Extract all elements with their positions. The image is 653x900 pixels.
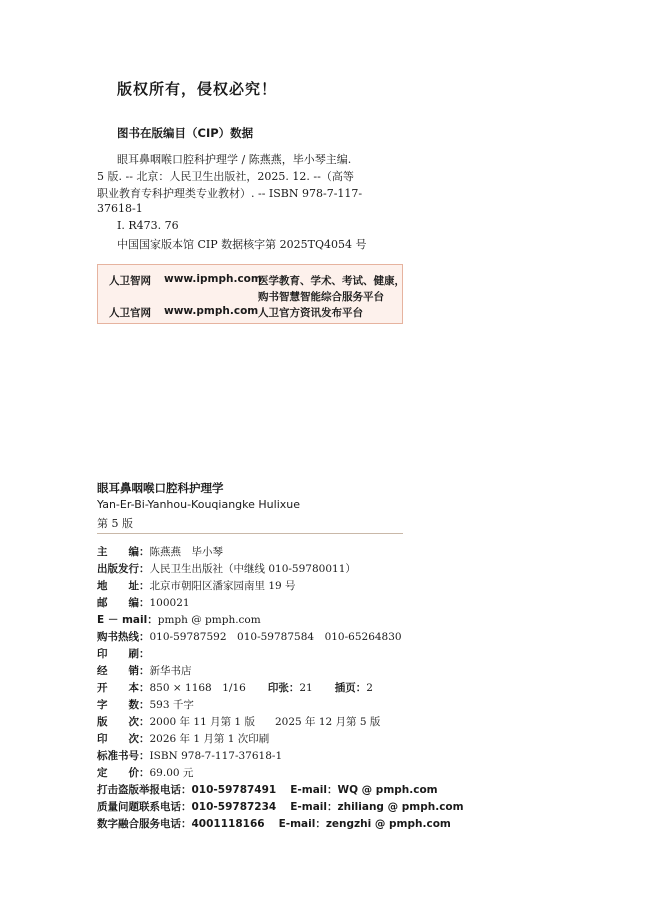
contact-email[interactable]: E-mail：WQ @ pmph.com — [290, 784, 438, 796]
platform-name-pmph: 人卫官网 — [109, 307, 151, 319]
book-pinyin-title: Yan-Er-Bi-Yanhou-Kouqiangke Hulixue — [97, 498, 301, 511]
contact-phone: 质量问题联系电话：010-59787234 — [97, 801, 277, 813]
detail-edition — [97, 714, 380, 729]
detail-publisher — [97, 561, 356, 576]
cip-classification: Ⅰ. R473. 76 — [117, 219, 179, 232]
detail-value: 69.00 元 — [149, 767, 194, 779]
detail-label: 印张： — [267, 682, 300, 694]
detail-label: 印 刷： — [97, 648, 150, 660]
detail-price — [97, 765, 193, 780]
contact-email[interactable]: E-mail：zengzhi @ pmph.com — [278, 818, 451, 830]
book-edition: 第 5 版 — [97, 517, 133, 530]
platform-name-ipmph: 人卫智网 — [109, 275, 151, 287]
platform-url-ipmph[interactable]: www.ipmph.com — [164, 273, 262, 285]
detail-label: 经 销： — [97, 665, 150, 677]
divider-line — [97, 533, 403, 534]
detail-value: 北京市朝阳区潘家园南里 19 号 — [149, 580, 296, 592]
detail-distributor — [97, 663, 192, 678]
detail-label: 印 次： — [97, 733, 150, 745]
detail-value: 新华书店 — [149, 665, 192, 677]
detail-label: 字 数： — [97, 699, 150, 711]
detail-hotline — [97, 629, 402, 644]
detail-print — [97, 646, 150, 661]
cip-line-1: 眼耳鼻咽喉口腔科护理学 / 陈燕燕，毕小琴主编. — [117, 153, 352, 166]
detail-word-count — [97, 697, 194, 712]
platform-desc-pmph: 人卫官方资讯发布平台 — [258, 307, 363, 319]
contact-phone: 打击盗版举报电话：010-59787491 — [97, 784, 277, 796]
detail-value: 2026 年 1 月第 1 次印刷 — [149, 733, 270, 745]
detail-value: 人民卫生出版社（中继线 010-59780011） — [149, 563, 356, 575]
detail-isbn — [97, 748, 282, 763]
detail-address — [97, 578, 296, 593]
detail-value[interactable]: pmph @ pmph.com — [157, 614, 261, 626]
detail-label: 插页： — [334, 682, 367, 694]
cip-line-3: 职业教育专科护理类专业教材）. -- ISBN 978-7-117- — [97, 187, 363, 200]
platform-desc-ipmph-2: 购书智慧智能综合服务平台 — [258, 291, 384, 303]
copyright-notice: 版权所有，侵权必究！ — [117, 80, 278, 98]
contact-piracy — [97, 782, 438, 797]
platform-info-box — [97, 264, 403, 324]
detail-label: 购书热线： — [97, 631, 150, 643]
platform-desc-ipmph-1: 医学教育、学术、考试、健康， — [258, 275, 405, 287]
cip-line-2: 5 版. -- 北京：人民卫生出版社，2025. 12. --（高等 — [97, 170, 354, 183]
detail-value: 2 — [366, 682, 373, 694]
detail-value: 2000 年 11 月第 1 版 — [149, 716, 255, 728]
detail-label: 标准书号： — [97, 750, 150, 762]
detail-label: 主 编： — [97, 546, 150, 558]
cip-heading: 图书在版编目（CIP）数据 — [117, 126, 254, 140]
detail-label: 地 址： — [97, 580, 150, 592]
detail-postcode — [97, 595, 190, 610]
cip-line-4: 37618-1 — [97, 202, 143, 215]
contact-quality — [97, 799, 464, 814]
detail-value: 593 千字 — [149, 699, 194, 711]
detail-value: ISBN 978-7-117-37618-1 — [149, 750, 283, 762]
detail-label: E － mail： — [97, 614, 158, 626]
detail-value: 850 × 1168 1/16 — [149, 682, 246, 694]
cip-verify-number: 中国国家版本馆 CIP 数据核字第 2025TQ4054 号 — [117, 238, 367, 251]
contact-phone: 数字融合服务电话：4001118166 — [97, 818, 265, 830]
detail-value: 100021 — [149, 597, 190, 609]
detail-label: 邮 编： — [97, 597, 150, 609]
detail-label: 版 次： — [97, 716, 150, 728]
detail-label: 出版发行： — [97, 563, 150, 575]
detail-value: 21 — [299, 682, 313, 694]
detail-format — [97, 680, 373, 695]
contact-digital — [97, 816, 451, 831]
detail-email — [97, 612, 261, 627]
detail-value: 2025 年 12 月第 5 版 — [274, 716, 381, 728]
book-title: 眼耳鼻咽喉口腔科护理学 — [97, 481, 224, 495]
detail-editor — [97, 544, 223, 559]
contact-email[interactable]: E-mail：zhiliang @ pmph.com — [290, 801, 464, 813]
detail-value: 陈燕燕 毕小琴 — [149, 546, 223, 558]
detail-printing — [97, 731, 269, 746]
detail-label: 开 本： — [97, 682, 150, 694]
detail-label: 定 价： — [97, 767, 150, 779]
platform-url-pmph[interactable]: www.pmph.com — [164, 305, 259, 317]
detail-value: 010-59787592 010-59787584 010-65264830 — [149, 631, 402, 643]
